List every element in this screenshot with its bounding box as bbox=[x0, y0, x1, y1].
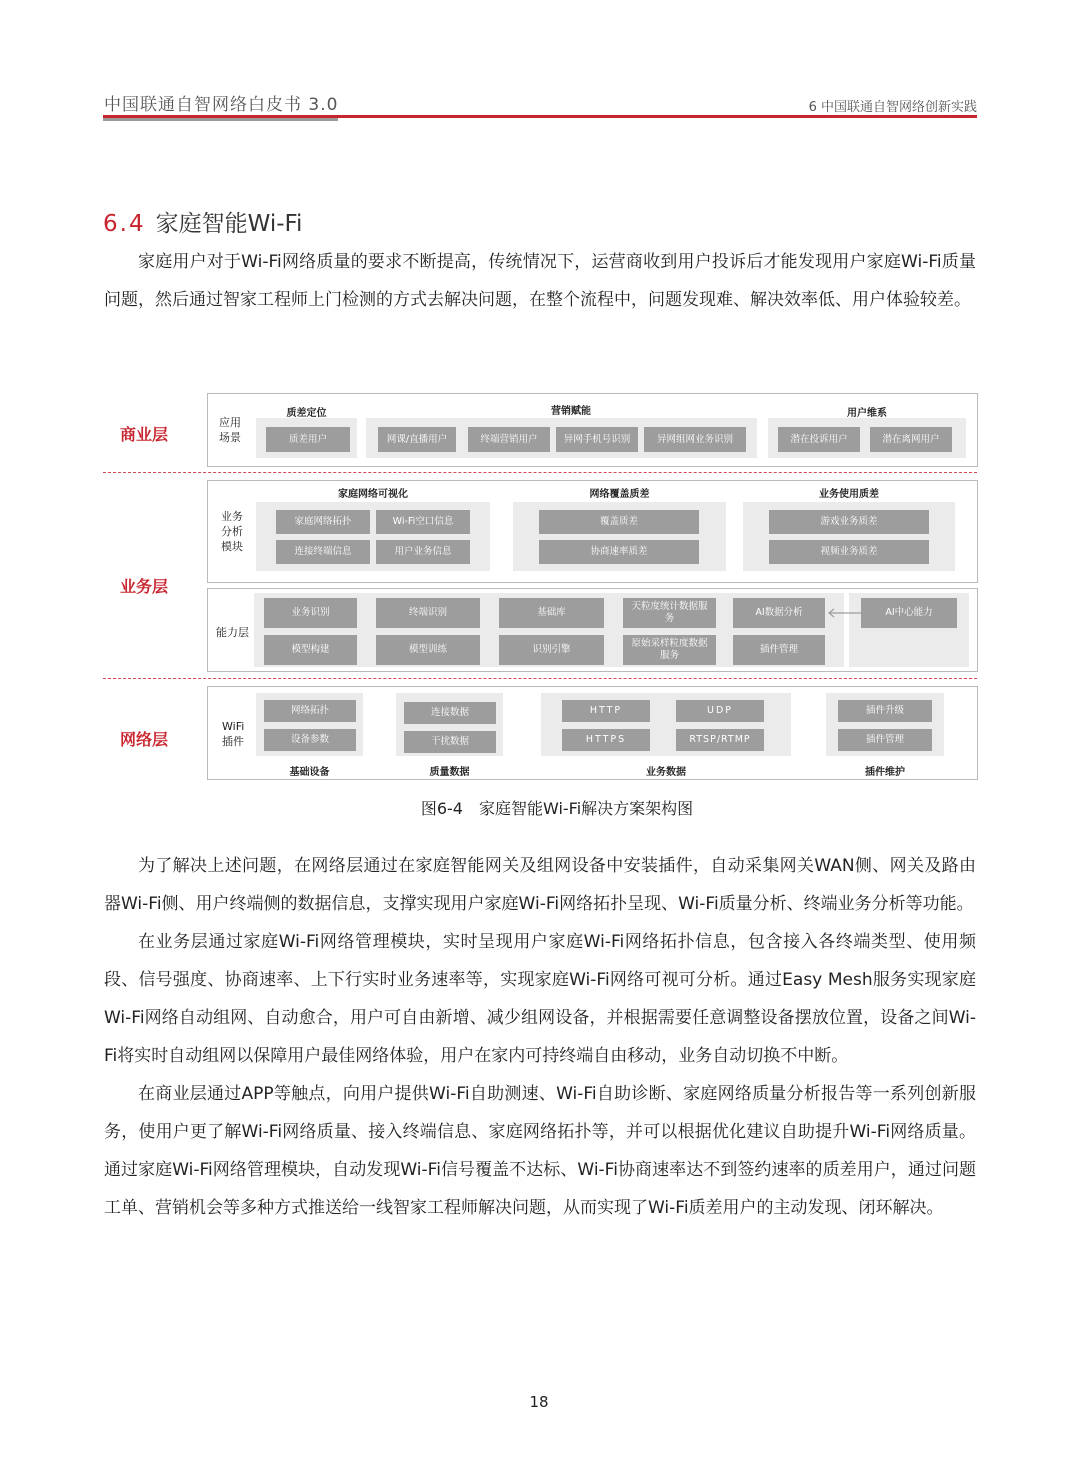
arrow-left-icon bbox=[824, 605, 864, 621]
group-title: 质差定位 bbox=[286, 408, 327, 419]
chip-network-topology: 网络拓扑 bbox=[264, 700, 356, 722]
group-title: 网络覆盖质差 bbox=[589, 489, 650, 500]
chip-video-poor: 视频业务质差 bbox=[769, 540, 929, 564]
group-title: 业务使用质差 bbox=[819, 489, 879, 500]
chip-https: HTTPS bbox=[562, 729, 650, 751]
intro-text: 家庭用户对于Wi-Fi网络质量的要求不断提高，传统情况下，运营商收到用户投诉后才能发现用户家庭Wi-Fi质量问题，然后通过智家工程师上门检测的方式去解决问题，在整个流程中，问题发现难、解决效率低、用户体验较差。 bbox=[104, 252, 976, 310]
group-title: 基础设备 bbox=[289, 767, 330, 778]
chip-wifi-air-info: Wi-Fi空口信息 bbox=[376, 510, 470, 534]
layer-label-business: 商业层 bbox=[120, 425, 169, 444]
chip-http: HTTP bbox=[562, 700, 650, 722]
chip-negotiation-rate-poor: 协商速率质差 bbox=[539, 540, 699, 564]
chip-service-identify: 业务识别 bbox=[264, 598, 357, 628]
chip-interference-data: 干扰数据 bbox=[404, 731, 496, 753]
group-title: 营销赋能 bbox=[551, 406, 591, 417]
chip-connection-data: 连接数据 bbox=[404, 702, 496, 724]
body-text bbox=[104, 847, 976, 1227]
header-rule-accent bbox=[103, 118, 338, 121]
chip-other-net-service: 异网组网业务识别 bbox=[644, 427, 746, 452]
section-number: 6.4 bbox=[103, 211, 146, 237]
chip-plugin-management: 插件管理 bbox=[838, 729, 932, 751]
chip-base-library: 基础库 bbox=[499, 598, 604, 628]
body-paragraph: 在商业层通过APP等触点，向用户提供Wi-Fi自助测速、Wi-Fi自助诊断、家庭网络质量分析报告等一系列创新服务，使用户更了解Wi-Fi网络质量、接入终端信息、家庭网络拓扑等，并可以根据优化建议自助提升Wi-Fi网络质量。通过家庭Wi-Fi网络管理模块，自动发现Wi-Fi信号覆盖不达标、Wi-Fi协商速率达不到签约速率的质差用户，通过问题工单、营销机会等多种方式推送给一线智家工程师解决问题，从而实现了Wi-Fi质差用户的主动发现、闭环解决。 bbox=[104, 1084, 976, 1218]
chip-model-train: 模型训练 bbox=[376, 635, 480, 665]
wifi-plugin-label: WiFi 插件 bbox=[222, 720, 245, 748]
chip-device-params: 设备参数 bbox=[264, 729, 356, 751]
section-heading bbox=[103, 205, 302, 238]
body-paragraph: 在业务层通过家庭Wi-Fi网络管理模块，实时呈现用户家庭Wi-Fi网络拓扑信息，包含接入各终端类型、使用频段、信号强度、协商速率、上下行实时业务速率等，实现家庭Wi-Fi网络可视可分析。通过Easy Mesh服务实现家庭Wi-Fi网络自动组网、自动愈合，用户可自由新增、减少组网设备，并根据需要任意调整设备摆放位置，设备之间Wi-Fi将实时自动组网以保障用户最佳网络体验，用户在家内可持终端自由移动，业务自动切换不中断。 bbox=[104, 932, 976, 1066]
chip-terminal-marketing-user: 终端营销用户 bbox=[468, 427, 550, 452]
chip-identify-engine: 识别引擎 bbox=[499, 635, 604, 665]
chip-potential-churn: 潜在离网用户 bbox=[870, 427, 952, 452]
capability-label: 能力层 bbox=[216, 626, 249, 639]
group-title: 业务数据 bbox=[646, 767, 686, 778]
chip-connected-terminal: 连接终端信息 bbox=[276, 540, 370, 564]
document-title: 中国联通自智网络白皮书 3.0 bbox=[104, 95, 339, 115]
section-title: 家庭智能Wi-Fi bbox=[155, 211, 303, 237]
group-title: 用户维系 bbox=[847, 408, 887, 419]
chip-user-service-info: 用户业务信息 bbox=[376, 540, 470, 564]
layer-divider bbox=[103, 472, 977, 473]
chip-game-poor: 游戏业务质差 bbox=[769, 510, 929, 534]
chip-ai-center: AI中心能力 bbox=[861, 598, 957, 628]
group-title: 质量数据 bbox=[429, 767, 470, 778]
analysis-label: 业务 分析 模块 bbox=[221, 510, 243, 553]
group-title: 插件维护 bbox=[865, 767, 905, 778]
chip-poor-quality-user: 质差用户 bbox=[266, 427, 350, 452]
chip-ai-analysis: AI数据分析 bbox=[733, 598, 825, 628]
chip-potential-complaint: 潜在投诉用户 bbox=[778, 427, 860, 452]
chip-plugin-upgrade: 插件升级 bbox=[838, 700, 932, 722]
chip-plugin-manage: 插件管理 bbox=[733, 635, 825, 665]
chip-terminal-identify: 终端识别 bbox=[376, 598, 480, 628]
chip-online-class-user: 网课/直播用户 bbox=[378, 427, 456, 452]
chip-other-net-phone: 异网手机号识别 bbox=[556, 427, 638, 452]
figure-caption: 图6-4 家庭智能Wi-Fi解决方案架构图 bbox=[420, 799, 694, 818]
chip-coverage-poor: 覆盖质差 bbox=[539, 510, 699, 534]
chip-model-build: 模型构建 bbox=[264, 635, 357, 665]
layer-divider bbox=[103, 678, 977, 679]
app-scenario-label: 应用 场景 bbox=[219, 416, 241, 444]
chip-rtsp-rtmp: RTSP/RTMP bbox=[676, 729, 764, 751]
chapter-title: 6 中国联通自智网络创新实践 bbox=[808, 100, 977, 115]
page-number: 18 bbox=[529, 1393, 549, 1411]
layer-label-service: 业务层 bbox=[120, 577, 169, 596]
chip-home-topology: 家庭网络拓扑 bbox=[276, 510, 370, 534]
chip-daily-stat-service: 天粒度统计数据服务 bbox=[623, 598, 716, 628]
body-paragraph: 为了解决上述问题，在网络层通过在家庭智能网关及组网设备中安装插件，自动采集网关WAN侧、网关及路由器Wi-Fi侧、用户终端侧的数据信息，支撑实现用户家庭Wi-Fi网络拓扑呈现、Wi-Fi质量分析、终端业务分析等功能。 bbox=[104, 856, 976, 914]
chip-raw-sample-service: 原始采样粒度数据服务 bbox=[623, 635, 716, 665]
intro-paragraph bbox=[104, 243, 976, 319]
chip-udp: UDP bbox=[676, 700, 764, 722]
group-title: 家庭网络可视化 bbox=[338, 489, 408, 500]
layer-label-network: 网络层 bbox=[120, 730, 169, 749]
